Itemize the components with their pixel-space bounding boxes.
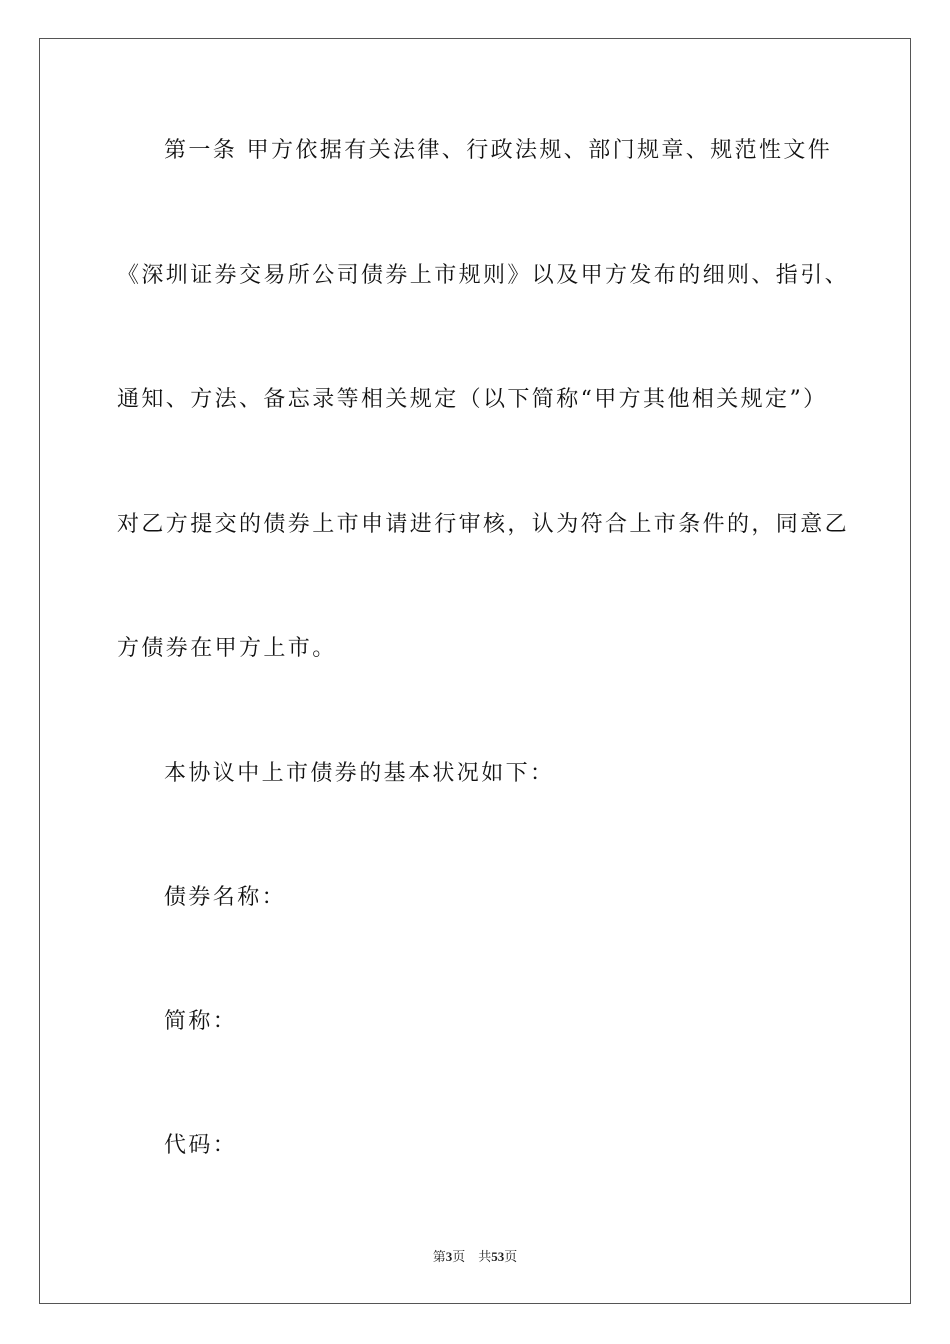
paragraph-line-5: 方债券在甲方上市。 — [117, 636, 337, 661]
footer-total-suffix: 页 — [504, 1249, 518, 1264]
footer-total-prefix: 共 — [478, 1249, 492, 1264]
paragraph-line-3: 通知、方法、备忘录等相关规定（以下简称“甲方其他相关规定”） — [117, 387, 828, 412]
bond-name-label: 债券名称： — [164, 885, 287, 910]
footer-page-number: 3 — [445, 1249, 453, 1264]
footer-total-pages: 53 — [491, 1249, 505, 1264]
paragraph-line-2: 《深圳证券交易所公司债券上市规则》以及甲方发布的细则、指引、 — [117, 263, 850, 288]
footer-page-suffix: 页 — [452, 1249, 466, 1264]
footer-page-prefix: 第 — [432, 1249, 446, 1264]
page-border — [39, 38, 911, 1304]
code-label: 代码： — [164, 1133, 238, 1158]
short-name-label: 简称： — [164, 1009, 238, 1034]
paragraph-line-4: 对乙方提交的债券上市申请进行审核，认为符合上市条件的，同意乙 — [117, 512, 850, 537]
basic-info-intro: 本协议中上市债券的基本状况如下： — [164, 761, 555, 786]
paragraph-line-1: 第一条 甲方依据有关法律、行政法规、部门规章、规范性文件 — [164, 138, 833, 163]
page-footer — [0, 1248, 950, 1266]
